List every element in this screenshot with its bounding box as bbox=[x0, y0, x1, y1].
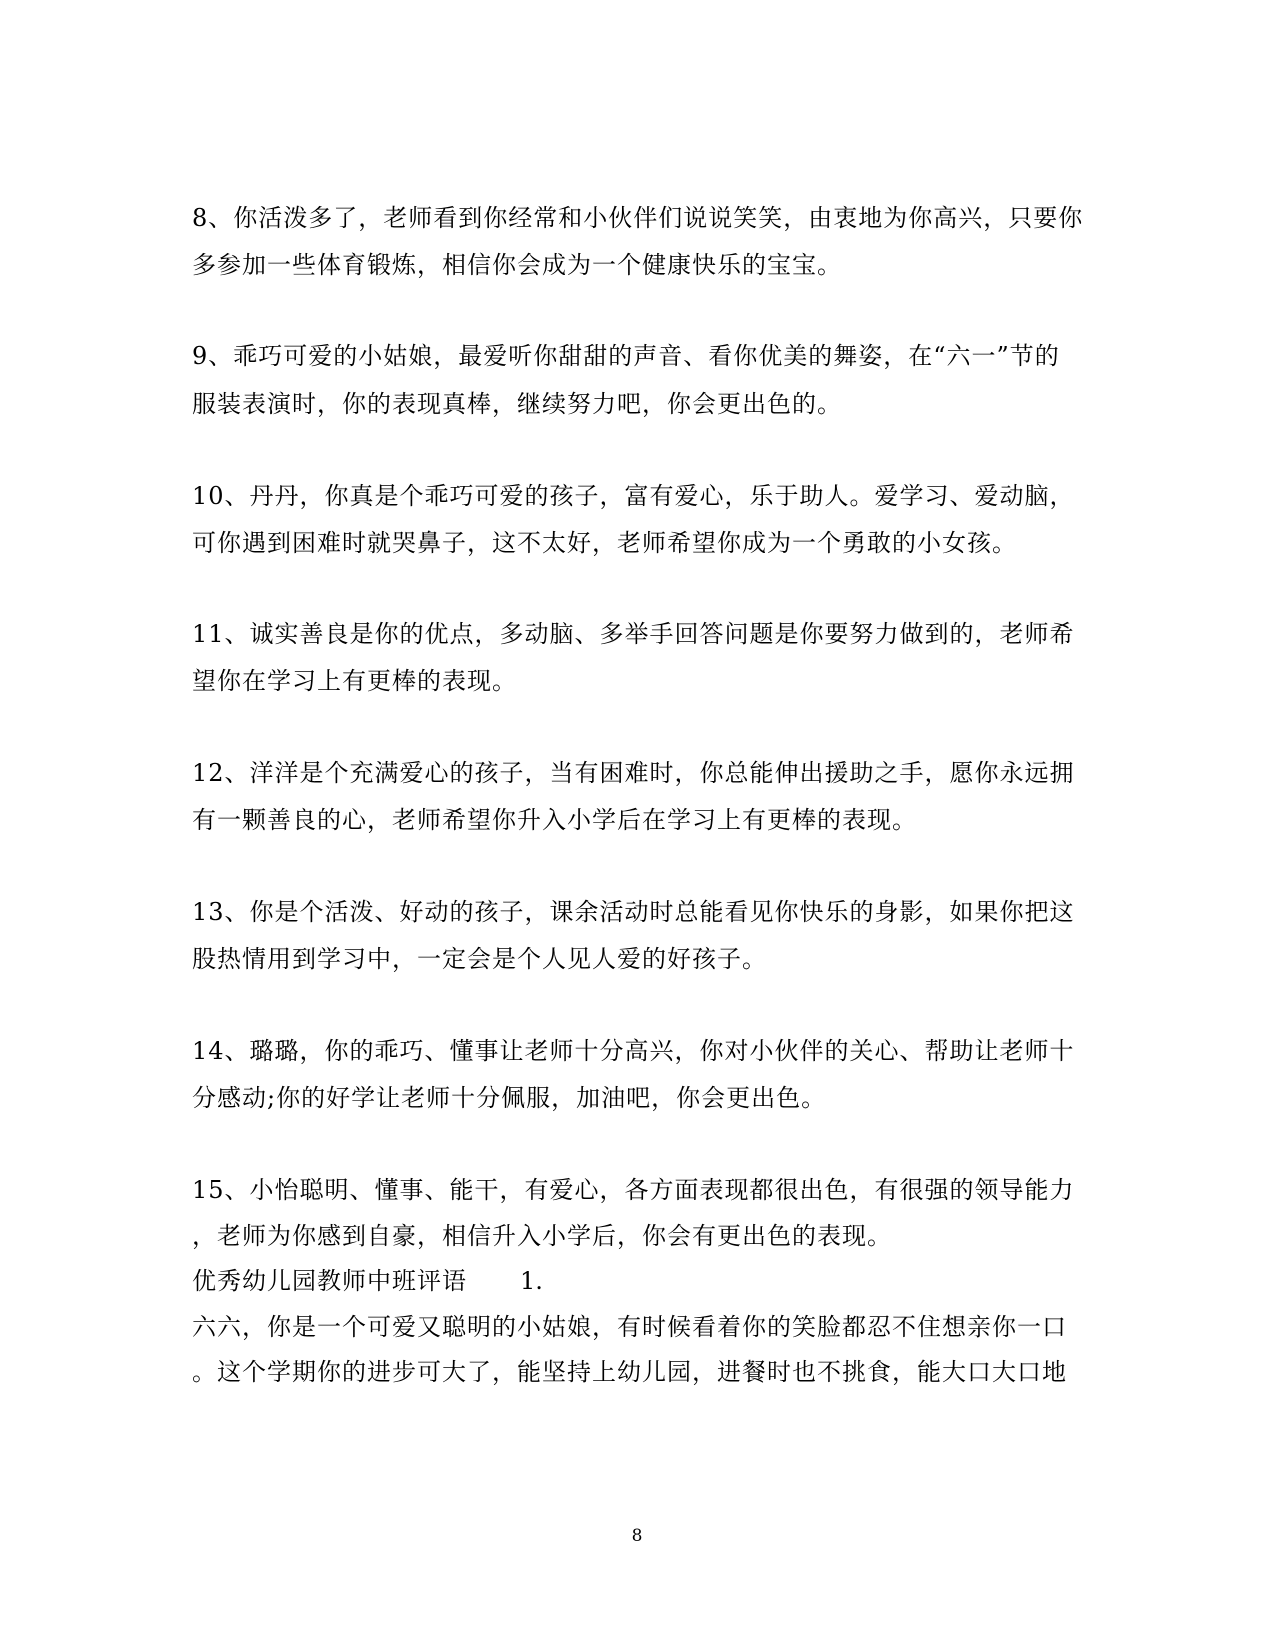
paragraph-13-line-2: 股热情用到学习中，一定会是个人见人爱的好孩子。 bbox=[192, 945, 767, 973]
paragraph-9-line-2: 服装表演时，你的表现真棒，继续努力吧，你会更出色的。 bbox=[192, 390, 842, 418]
paragraph-14-line-2: 分感动;你的好学让老师十分佩服，加油吧，你会更出色。 bbox=[192, 1084, 827, 1112]
paragraph-14-line-1: 14、璐璐，你的乖巧、懂事让老师十分高兴，你对小伙伴的关心、帮助让老师十 bbox=[192, 1037, 1075, 1065]
paragraph-9-line-1: 9、乖巧可爱的小姑娘，最爱听你甜甜的声音、看你优美的舞姿，在“六一”节的 bbox=[192, 342, 1060, 370]
paragraph-8-line-1: 8、你活泼多了，老师看到你经常和小伙伴们说说笑笑，由衷地为你高兴，只要你 bbox=[192, 204, 1084, 232]
paragraph-10-line-1: 10、丹丹，你真是个乖巧可爱的孩子，富有爱心，乐于助人。爱学习、爱动脑， bbox=[192, 482, 1075, 510]
paragraph-12-line-2: 有一颗善良的心，老师希望你升入小学后在学习上有更棒的表现。 bbox=[192, 806, 917, 834]
final-paragraph-line-2: 。这个学期你的进步可大了，能坚持上幼儿园，进餐时也不挑食，能大口大口地 bbox=[192, 1358, 1067, 1386]
paragraph-8-line-2: 多参加一些体育锻炼，相信你会成为一个健康快乐的宝宝。 bbox=[192, 251, 842, 279]
paragraph-11-line-1: 11、诚实善良是你的优点，多动脑、多举手回答问题是你要努力做到的，老师希 bbox=[192, 620, 1075, 648]
page-number: 8 bbox=[631, 1526, 643, 1546]
section-heading-number: 1. bbox=[520, 1267, 543, 1295]
paragraph-12-line-1: 12、洋洋是个充满爱心的孩子，当有困难时，你总能伸出援助之手，愿你永远拥 bbox=[192, 759, 1075, 787]
final-paragraph-line-1: 六六，你是一个可爱又聪明的小姑娘，有时候看着你的笑脸都忍不住想亲你一口 bbox=[192, 1313, 1067, 1341]
paragraph-10-line-2: 可你遇到困难时就哭鼻子，这不太好，老师希望你成为一个勇敢的小女孩。 bbox=[192, 529, 1017, 557]
paragraph-15-line-2: ，老师为你感到自豪，相信升入小学后，你会有更出色的表现。 bbox=[192, 1222, 892, 1250]
paragraph-13-line-1: 13、你是个活泼、好动的孩子，课余活动时总能看见你快乐的身影，如果你把这 bbox=[192, 898, 1075, 926]
paragraph-11-line-2: 望你在学习上有更棒的表现。 bbox=[192, 667, 517, 695]
section-heading-title: 优秀幼儿园教师中班评语 bbox=[192, 1267, 467, 1295]
paragraph-15-line-1: 15、小怡聪明、懂事、能干，有爱心，各方面表现都很出色，有很强的领导能力 bbox=[192, 1176, 1075, 1204]
